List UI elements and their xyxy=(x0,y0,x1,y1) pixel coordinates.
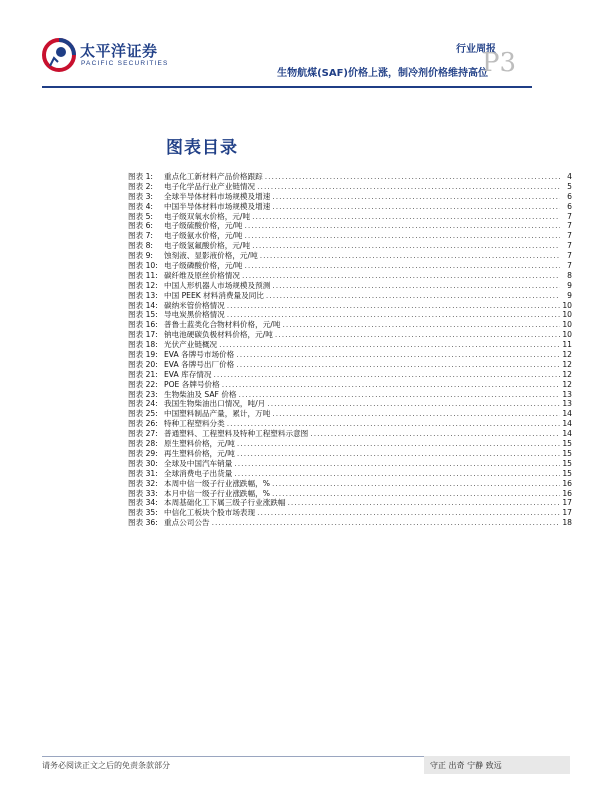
slogan-text: 守正 出奇 宁静 致远 xyxy=(430,761,502,770)
toc-entry-page: 7 xyxy=(567,211,572,221)
toc-entry-title: 电子化学品行业产业链情况 xyxy=(164,181,256,191)
toc-entry-page: 16 xyxy=(562,478,572,488)
toc-entry[interactable] xyxy=(128,251,572,261)
toc-entry-leader xyxy=(272,479,560,489)
toc-entry-title: 重点公司公告 xyxy=(164,518,210,528)
toc-entry-leader xyxy=(234,459,560,469)
toc-entry[interactable] xyxy=(128,281,572,291)
toc-entry-label: 图表 15: xyxy=(128,310,158,320)
toc-entry-label: 图表 14: xyxy=(128,300,158,310)
toc-entry[interactable] xyxy=(128,429,572,439)
toc-entry-title: EVA 各牌号市场价格 xyxy=(164,350,235,360)
toc-entry-page: 6 xyxy=(567,191,572,201)
toc-entry-page: 7 xyxy=(567,231,572,241)
toc-entry-page: 14 xyxy=(562,419,572,429)
toc-entry-label: 图表 3: xyxy=(128,191,153,201)
toc-entry-leader xyxy=(237,449,560,459)
toc-entry-leader xyxy=(227,419,560,429)
toc-entry-label: 图表 13: xyxy=(128,290,158,300)
toc-entry-page: 13 xyxy=(562,389,572,399)
report-subtitle: 生物航煤(SAF)价格上涨，制冷剂价格维持高位 xyxy=(277,68,488,79)
toc-entry-leader xyxy=(267,399,560,409)
toc-entry-label: 图表 1: xyxy=(128,172,153,181)
toc-entry-leader xyxy=(272,489,560,499)
toc-entry-page: 7 xyxy=(567,251,572,261)
toc-entry-page: 11 xyxy=(562,340,572,350)
pacific-securities-logo-icon xyxy=(42,38,76,72)
toc-entry[interactable] xyxy=(128,498,572,508)
toc-entry[interactable] xyxy=(128,241,572,251)
toc-entry[interactable] xyxy=(128,310,572,320)
toc-entry-title: 普鲁士蓝类化合物材料价格，元/吨 xyxy=(164,320,281,330)
toc-entry-label: 图表 10: xyxy=(128,261,158,271)
report-type: 行业周报 xyxy=(456,44,496,55)
toc-entry-label: 图表 7: xyxy=(128,231,153,241)
toc-entry-page: 17 xyxy=(562,508,572,518)
toc-entry[interactable] xyxy=(128,172,572,182)
toc-entry-leader xyxy=(275,330,560,340)
toc-entry-leader xyxy=(239,390,560,400)
toc-entry-label: 图表 27: xyxy=(128,429,158,439)
toc-entry-label: 图表 24: xyxy=(128,399,158,409)
toc-entry[interactable] xyxy=(128,231,572,241)
toc-entry-title: 生物柴油及 SAF 价格 xyxy=(164,389,237,399)
toc-entry-title: 电子级氢氟酸价格，元/吨 xyxy=(164,241,251,251)
toc-entry[interactable] xyxy=(128,192,572,202)
toc-entry[interactable] xyxy=(128,508,572,518)
header-divider xyxy=(42,86,532,88)
toc-entry-label: 图表 18: xyxy=(128,340,158,350)
toc-entry-page: 12 xyxy=(562,359,572,369)
toc-entry-label: 图表 23: xyxy=(128,389,158,399)
toc-entry-page: 8 xyxy=(567,270,572,280)
toc-entry-label: 图表 25: xyxy=(128,409,158,419)
toc-entry-title: 光伏产业链概况 xyxy=(164,340,218,350)
toc-entry-page: 13 xyxy=(562,399,572,409)
toc-entry-label: 图表 8: xyxy=(128,241,153,251)
toc-entry-title: 蚀刻液、显影液价格，元/吨 xyxy=(164,251,258,261)
toc-entry-label: 图表 17: xyxy=(128,330,158,340)
toc-entry-page: 6 xyxy=(567,201,572,211)
toc-entry-leader xyxy=(257,508,560,518)
toc-entry-leader xyxy=(236,350,560,360)
toc-heading: 图表目录 xyxy=(166,138,238,158)
toc-entry-title: 全球半导体材料市场规模及增速 xyxy=(164,191,271,201)
toc-entry-title: 电子级双氧水价格，元/吨 xyxy=(164,211,251,221)
toc-entry-page: 9 xyxy=(567,280,572,290)
toc-list xyxy=(128,172,572,528)
toc-entry[interactable] xyxy=(128,518,572,528)
toc-entry-title: 碳纤维及原丝价格情况 xyxy=(164,270,240,280)
toc-entry-label: 图表 34: xyxy=(128,498,158,508)
toc-entry-leader xyxy=(234,469,560,479)
toc-entry-label: 图表 32: xyxy=(128,478,158,488)
toc-entry[interactable] xyxy=(128,380,572,390)
toc-entry-title: 全球及中国汽车销量 xyxy=(164,458,233,468)
toc-entry[interactable] xyxy=(128,459,572,469)
toc-entry-title: 碳纳米管价格情况 xyxy=(164,300,225,310)
toc-entry-title: 全球消费电子出货量 xyxy=(164,468,233,478)
toc-entry-leader xyxy=(236,360,560,370)
toc-entry[interactable] xyxy=(128,202,572,212)
toc-entry-title: 本周中信一级子行业涨跌幅，% xyxy=(164,478,270,488)
toc-entry-leader xyxy=(272,192,560,202)
toc-entry-page: 14 xyxy=(562,429,572,439)
toc-entry[interactable] xyxy=(128,449,572,459)
toc-entry-label: 图表 31: xyxy=(128,468,158,478)
toc-entry-label: 图表 19: xyxy=(128,350,158,360)
toc-entry[interactable] xyxy=(128,370,572,380)
toc-entry[interactable] xyxy=(128,261,572,271)
toc-entry-leader xyxy=(272,281,560,291)
toc-entry-leader xyxy=(227,310,560,320)
toc-entry-title: 我国生物柴油出口情况，吨/月 xyxy=(164,399,266,409)
toc-entry-page: 15 xyxy=(562,458,572,468)
toc-entry-page: 12 xyxy=(562,369,572,379)
toc-entry-leader xyxy=(222,380,560,390)
toc-entry-label: 图表 5: xyxy=(128,211,153,221)
toc-entry[interactable] xyxy=(128,469,572,479)
disclaimer-text: 请务必阅读正文之后的免责条款部分 xyxy=(42,761,170,770)
toc-entry[interactable] xyxy=(128,350,572,360)
toc-entry[interactable] xyxy=(128,419,572,429)
toc-entry-title: 普通塑料、工程塑料及特种工程塑料示意图 xyxy=(164,429,309,439)
toc-entry-title: 中信化工板块个股市场表现 xyxy=(164,508,256,518)
toc-entry-label: 图表 11: xyxy=(128,270,158,280)
toc-entry-label: 图表 12: xyxy=(128,280,158,290)
toc-entry-label: 图表 29: xyxy=(128,448,158,458)
toc-entry[interactable] xyxy=(128,320,572,330)
toc-entry-title: 导电炭黑价格情况 xyxy=(164,310,225,320)
toc-entry-leader xyxy=(252,241,560,251)
toc-entry-leader xyxy=(245,231,561,241)
toc-entry-title: 电子级磷酸价格，元/吨 xyxy=(164,261,243,271)
toc-entry-title: POE 各牌号价格 xyxy=(164,379,220,389)
toc-entry-title: 钠电池硬碳负极材料价格，元/吨 xyxy=(164,330,273,340)
toc-entry-page: 9 xyxy=(567,290,572,300)
page-number: P3 xyxy=(482,48,517,78)
toc-entry-title: 重点化工新材料产品价格跟踪 xyxy=(164,172,263,181)
toc-entry-title: 再生塑料价格，元/吨 xyxy=(164,448,235,458)
toc-entry-leader xyxy=(310,429,560,439)
toc-entry-page: 16 xyxy=(562,488,572,498)
toc-entry-title: 中国半导体材料市场规模及增速 xyxy=(164,201,271,211)
toc-entry-page: 7 xyxy=(567,261,572,271)
toc-entry[interactable] xyxy=(128,390,572,400)
toc-entry-title: 中国 PEEK 材料消费量及同比 xyxy=(164,290,264,300)
toc-entry-leader xyxy=(265,172,560,182)
toc-entry-leader xyxy=(282,320,560,330)
logo-chinese-name: 太平洋证券 xyxy=(80,42,158,60)
toc-entry-page: 18 xyxy=(562,518,572,528)
toc-entry-label: 图表 9: xyxy=(128,251,153,261)
toc-entry-page: 5 xyxy=(567,181,572,191)
toc-entry-title: EVA 库存情况 xyxy=(164,369,212,379)
toc-entry-title: 电子级硫酸价格，元/吨 xyxy=(164,221,243,231)
toc-entry-leader xyxy=(245,221,561,231)
toc-entry-page: 7 xyxy=(567,221,572,231)
toc-entry[interactable] xyxy=(128,399,572,409)
toc-entry-page: 4 xyxy=(567,172,572,181)
toc-entry-label: 图表 21: xyxy=(128,369,158,379)
toc-entry[interactable] xyxy=(128,271,572,281)
toc-entry-leader xyxy=(257,182,560,192)
toc-entry-title: 中国塑料制品产量，累计，万吨 xyxy=(164,409,271,419)
toc-entry-label: 图表 30: xyxy=(128,458,158,468)
toc-entry-title: 特种工程塑料分类 xyxy=(164,419,225,429)
toc-entry-label: 图表 26: xyxy=(128,419,158,429)
toc-entry-leader xyxy=(237,439,560,449)
toc-entry[interactable] xyxy=(128,221,572,231)
toc-entry-page: 17 xyxy=(562,498,572,508)
toc-entry-leader xyxy=(245,261,561,271)
toc-entry[interactable] xyxy=(128,489,572,499)
toc-entry[interactable] xyxy=(128,439,572,449)
toc-entry-page: 14 xyxy=(562,409,572,419)
toc-entry-leader xyxy=(272,409,560,419)
toc-entry-label: 图表 36: xyxy=(128,518,158,528)
toc-entry-page: 15 xyxy=(562,448,572,458)
toc-entry[interactable] xyxy=(128,340,572,350)
toc-entry[interactable] xyxy=(128,330,572,340)
toc-entry-title: 电子级氨水价格，元/吨 xyxy=(164,231,243,241)
toc-entry-leader xyxy=(252,212,560,222)
toc-entry-leader xyxy=(288,498,561,508)
toc-entry-page: 15 xyxy=(562,439,572,449)
toc-entry-title: EVA 各牌号出厂价格 xyxy=(164,359,235,369)
toc-entry-leader xyxy=(227,301,560,311)
toc-entry[interactable] xyxy=(128,360,572,370)
toc-entry-leader xyxy=(219,340,560,350)
toc-entry-label: 图表 35: xyxy=(128,508,158,518)
toc-entry-title: 本周基础化工下属三级子行业涨跌幅 xyxy=(164,498,286,508)
toc-entry-label: 图表 2: xyxy=(128,181,153,191)
toc-entry-page: 12 xyxy=(562,379,572,389)
toc-entry[interactable] xyxy=(128,409,572,419)
toc-entry-leader xyxy=(266,291,560,301)
toc-entry-label: 图表 33: xyxy=(128,488,158,498)
toc-entry-page: 7 xyxy=(567,241,572,251)
toc-entry-leader xyxy=(214,370,561,380)
toc-entry-label: 图表 28: xyxy=(128,439,158,449)
toc-entry-title: 原生塑料价格，元/吨 xyxy=(164,439,235,449)
toc-entry-leader xyxy=(260,251,560,261)
toc-entry-label: 图表 4: xyxy=(128,201,153,211)
toc-entry-leader xyxy=(242,271,560,281)
toc-entry-label: 图表 16: xyxy=(128,320,158,330)
toc-entry-page: 10 xyxy=(562,330,572,340)
toc-entry[interactable] xyxy=(128,291,572,301)
toc-entry-page: 12 xyxy=(562,350,572,360)
toc-entry-page: 10 xyxy=(562,310,572,320)
toc-entry-label: 图表 20: xyxy=(128,359,158,369)
toc-entry-page: 15 xyxy=(562,468,572,478)
toc-entry-label: 图表 22: xyxy=(128,379,158,389)
toc-entry-page: 10 xyxy=(562,300,572,310)
toc-entry[interactable] xyxy=(128,301,572,311)
toc-entry[interactable] xyxy=(128,212,572,222)
toc-entry-label: 图表 6: xyxy=(128,221,153,231)
toc-entry-title: 本月中信一级子行业涨跌幅，% xyxy=(164,488,270,498)
toc-entry-title: 中国人形机器人市场规模及预测 xyxy=(164,280,271,290)
toc-entry-page: 10 xyxy=(562,320,572,330)
toc-entry[interactable] xyxy=(128,479,572,489)
toc-entry[interactable] xyxy=(128,182,572,192)
toc-entry-leader xyxy=(272,202,560,212)
logo-english-name: PACIFIC SECURITIES xyxy=(81,60,169,67)
toc-entry-leader xyxy=(212,518,560,528)
